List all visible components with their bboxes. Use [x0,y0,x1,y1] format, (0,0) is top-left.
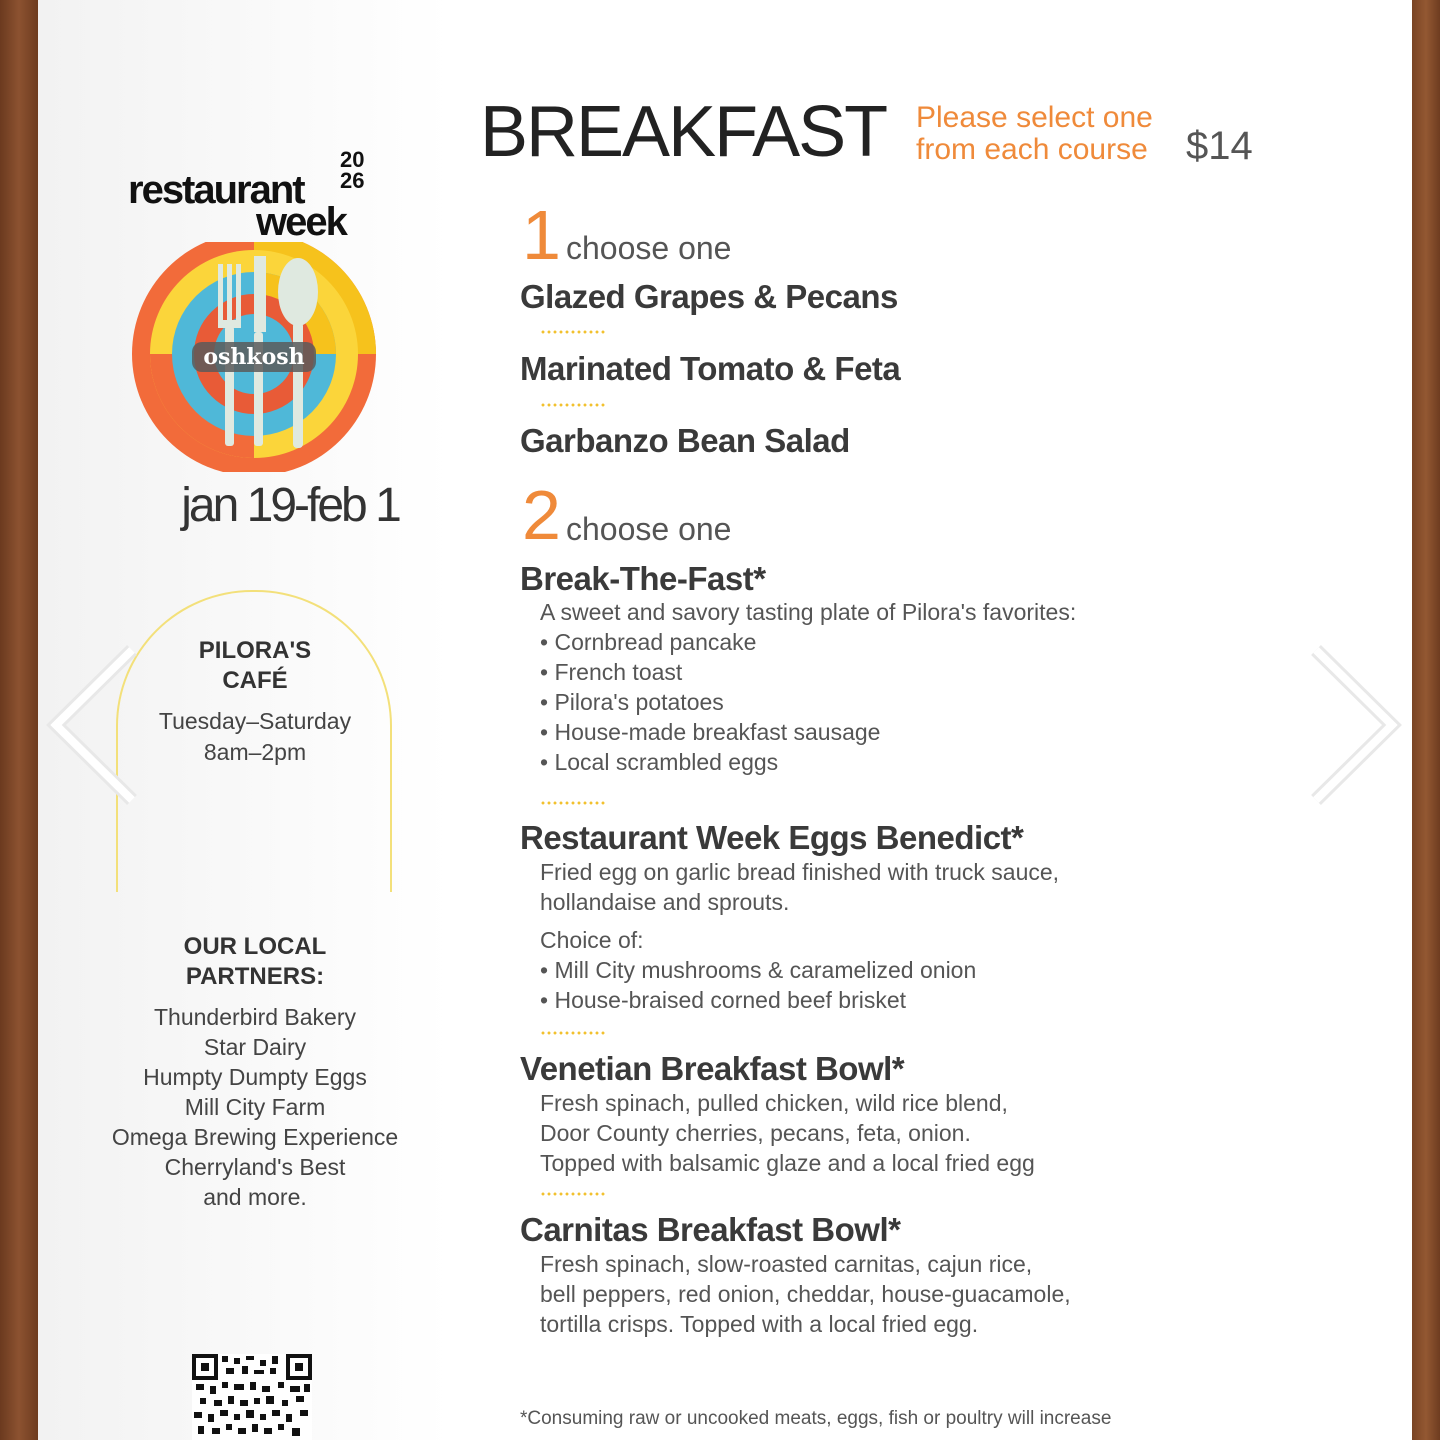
course-1-number: 1 [522,196,561,274]
dotted-divider [540,801,606,805]
partners-list [80,1002,430,1212]
choice-label: Choice of: [540,927,644,953]
item-description: Topped with balsamic glaze and a local fried egg [540,1150,1035,1176]
course-1-item: Garbanzo Bean Salad [520,422,850,459]
bullet-item: • House-braised corned beef brisket [540,985,1059,1015]
event-dates: jan 19-feb 1 [181,479,399,532]
cafe-name [130,636,380,696]
partner-item: Thunderbird Bakery [154,1004,356,1030]
item-bullets [540,955,1059,1015]
cafe-name-line2: CAFÉ [222,667,288,694]
course-2-item-desc [540,1088,1035,1178]
menu-subtitle [916,102,1176,166]
item-description: A sweet and savory tasting plate of Pilora's favorites: [540,599,1077,625]
partners-title-line1: OUR LOCAL [183,933,327,960]
course-2-item-title: Break-The-Fast* [520,560,766,597]
menu-page [38,0,1412,1440]
menu-title: BREAKFAST [480,92,887,172]
partner-item: Cherryland's Best [164,1154,346,1180]
cafe-hours [130,706,380,768]
footnote: *Consuming raw or uncooked meats, eggs, fish or poultry will increase [520,1408,1112,1429]
menu-price: $14 [1186,124,1253,168]
chevron-right-icon[interactable] [1296,640,1406,810]
wood-frame-right [1412,0,1440,1440]
item-bullets [540,627,1076,777]
partner-item: Mill City Farm [184,1094,326,1120]
dotted-divider [540,330,606,334]
plate-text: oshkosh [203,344,305,370]
cafe-time: 8am–2pm [203,739,307,765]
wood-frame-left [0,0,38,1440]
course-2-label: choose one [566,511,732,547]
course-2-item-desc [540,597,1076,777]
item-description: Door County cherries, pecans, feta, onion. [540,1120,971,1146]
partner-item: Omega Brewing Experience [111,1124,399,1150]
dotted-divider [540,1031,606,1035]
item-description: tortilla crisps. Topped with a local fried egg. [540,1311,979,1337]
course-2-item-title: Carnitas Breakfast Bowl* [520,1211,901,1248]
restaurant-week-logo [128,147,388,480]
course-1-item: Marinated Tomato & Feta [520,350,901,387]
menu-subtitle-line2: from each course [916,133,1148,166]
course-2-number: 2 [522,476,561,554]
course-2-item-title: Restaurant Week Eggs Benedict* [520,819,1024,856]
item-description: hollandaise and sprouts. [540,889,790,915]
item-description: Fresh spinach, pulled chicken, wild rice blend, [540,1090,1008,1116]
bullet-item: • House-made breakfast sausage [540,717,1076,747]
course-2-item-desc [540,1249,1071,1339]
chevron-left-icon[interactable] [42,640,152,810]
bullet-item: • Local scrambled eggs [540,747,1076,777]
logo-year: 20 26 [340,147,365,193]
partners-title [130,932,380,992]
course-1-item: Glazed Grapes & Pecans [520,278,898,315]
dotted-divider [540,403,606,407]
bullet-item: • Pilora's potatoes [540,687,1076,717]
partner-item: Star Dairy [203,1034,307,1060]
menu-subtitle-line1: Please select one [916,101,1153,134]
bullet-item: • Mill City mushrooms & caramelized onion [540,955,1059,985]
dotted-divider [540,1192,606,1196]
bullet-item: • Cornbread pancake [540,627,1076,657]
bullet-item: • French toast [540,657,1076,687]
course-2-item-desc [540,857,1059,1015]
item-description: bell peppers, red onion, cheddar, house-guacamole, [540,1281,1071,1307]
partners-title-line2: PARTNERS: [185,963,325,990]
course-2-item-title: Venetian Breakfast Bowl* [520,1050,905,1087]
item-description: Fresh spinach, slow-roasted carnitas, cajun rice, [540,1251,1033,1277]
plate-logo-icon [130,242,380,472]
qr-code[interactable] [192,1354,312,1440]
logo-word-restaurant: restaurant [128,168,304,212]
logo-word-week: week [256,200,346,244]
partner-item: and more. [203,1184,307,1210]
item-description: Fried egg on garlic bread finished with truck sauce, [540,859,1060,885]
cafe-name-line1: PILORA'S [198,637,312,664]
cafe-days: Tuesday–Saturday [158,708,352,734]
partner-item: Humpty Dumpty Eggs [143,1064,367,1090]
course-1-label: choose one [566,230,732,266]
